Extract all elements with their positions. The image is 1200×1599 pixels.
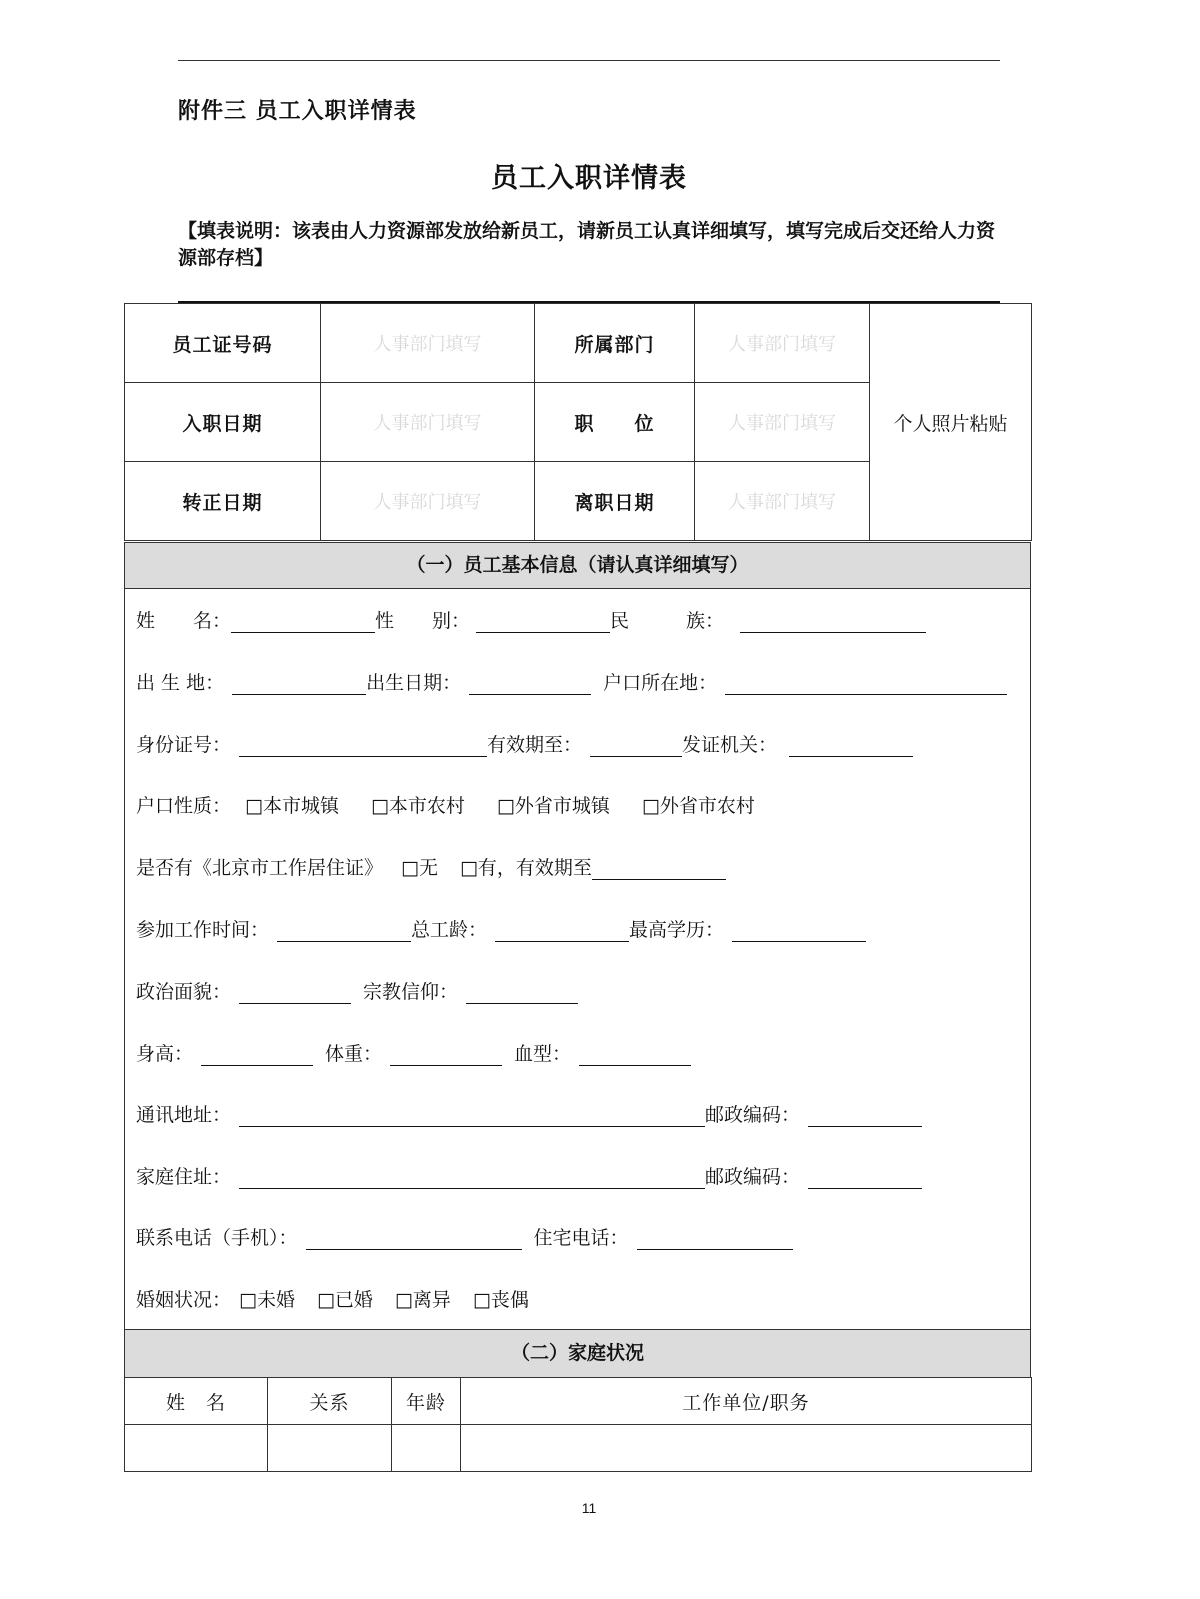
field-join-date[interactable]: 人事部门填写 (321, 383, 535, 462)
checkbox-hukou-rural[interactable]: □本市农村 (370, 795, 465, 817)
row-phone (136, 1223, 793, 1250)
family-header-relation: 关系 (268, 1378, 392, 1425)
field-position[interactable]: 人事部门填写 (695, 383, 870, 462)
input-gender[interactable] (476, 612, 610, 633)
row-marital (136, 1285, 529, 1312)
header-rule (178, 60, 1000, 61)
family-header-age: 年龄 (392, 1378, 461, 1425)
label-height: 身高： (136, 1043, 194, 1065)
input-permit-expiry[interactable] (592, 859, 726, 880)
family-cell-age[interactable] (392, 1425, 461, 1472)
family-table (124, 1377, 1032, 1472)
photo-area[interactable]: 个人照片粘贴 (870, 304, 1032, 541)
field-emp-id[interactable]: 人事部门填写 (321, 304, 535, 383)
row-birth (136, 668, 1007, 695)
input-height[interactable] (201, 1045, 313, 1066)
input-issuer[interactable] (789, 736, 913, 757)
label-work-years: 总工龄： (411, 919, 488, 941)
row-body (136, 1039, 691, 1066)
label-id-no: 身份证号： (136, 734, 232, 756)
table-row (125, 1425, 1032, 1472)
input-home-phone[interactable] (637, 1229, 793, 1250)
checkbox-hukou-other-city[interactable]: □外省市城镇 (496, 795, 610, 817)
field-leave-date[interactable]: 人事部门填写 (695, 462, 870, 541)
checkbox-unmarried[interactable]: □未婚 (239, 1289, 295, 1311)
row-mail (136, 1100, 922, 1127)
section-basic-info-title: （一）员工基本信息（请认真详细填写） (124, 542, 1031, 589)
input-name[interactable] (231, 612, 375, 633)
checkbox-permit-yes[interactable]: □有，有效期至 (459, 857, 592, 879)
label-postcode: 邮政编码： (705, 1104, 801, 1126)
input-mobile[interactable] (306, 1229, 522, 1250)
input-postcode-2[interactable] (808, 1168, 922, 1189)
field-dept[interactable]: 人事部门填写 (695, 304, 870, 383)
input-work-start[interactable] (277, 921, 411, 942)
row-political (136, 977, 578, 1004)
label-work-start: 参加工作时间： (136, 919, 270, 941)
page-title: 员工入职详情表 (491, 163, 687, 194)
section-basic-info-body (124, 589, 1031, 1329)
row-permit (136, 853, 726, 880)
field-confirm-date[interactable]: 人事部门填写 (321, 462, 535, 541)
label-birthplace: 出 生 地： (136, 672, 225, 694)
input-id-no[interactable] (239, 736, 487, 757)
row-name (136, 606, 926, 633)
label-position: 职 位 (535, 383, 695, 462)
label-political: 政治面貌： (136, 981, 232, 1003)
family-cell-name[interactable] (125, 1425, 268, 1472)
input-work-years[interactable] (495, 921, 629, 942)
checkbox-widowed[interactable]: □丧偶 (472, 1289, 529, 1311)
row-home (136, 1162, 922, 1189)
input-birthdate[interactable] (469, 674, 591, 695)
label-gender: 性 别： (375, 610, 471, 632)
checkbox-hukou-city[interactable]: □本市城镇 (245, 795, 339, 817)
family-header-employer: 工作单位/职务 (461, 1378, 1032, 1425)
label-hukou-loc: 户口所在地： (603, 672, 718, 694)
label-postcode-2: 邮政编码： (705, 1166, 801, 1188)
label-emp-id: 员工证号码 (125, 304, 321, 383)
appendix-heading: 附件三 员工入职详情表 (178, 98, 417, 124)
input-birthplace[interactable] (232, 674, 366, 695)
row-work (136, 915, 866, 942)
checkbox-divorced[interactable]: □离异 (394, 1289, 451, 1311)
label-blood: 血型： (514, 1043, 572, 1065)
label-join-date: 入职日期 (125, 383, 321, 462)
label-confirm-date: 转正日期 (125, 462, 321, 541)
checkbox-hukou-other-rural[interactable]: □外省市农村 (641, 795, 755, 817)
input-valid-until[interactable] (590, 736, 682, 757)
input-political[interactable] (239, 983, 351, 1004)
input-weight[interactable] (390, 1045, 502, 1066)
label-issuer: 发证机关： (682, 734, 778, 756)
hr-info-table (124, 303, 1032, 541)
family-cell-employer[interactable] (461, 1425, 1032, 1472)
row-id (136, 730, 913, 757)
label-leave-date: 离职日期 (535, 462, 695, 541)
label-mobile: 联系电话（手机）： (136, 1227, 298, 1249)
instruction-text: 【填表说明：该表由人力资源部发放给新员工，请新员工认真详细填写，填写完成后交还给人力资源部存档】 (178, 220, 996, 269)
checkbox-married[interactable]: □已婚 (316, 1289, 373, 1311)
label-permit: 是否有《北京市工作居住证》 (136, 857, 384, 879)
label-hukou-type: 户口性质： (136, 795, 232, 817)
input-hukou-loc[interactable] (725, 674, 1007, 695)
label-valid-until: 有效期至： (487, 734, 583, 756)
checkbox-permit-no[interactable]: □无 (401, 857, 438, 879)
label-ethnic: 民 族： (610, 610, 725, 632)
label-religion: 宗教信仰： (363, 981, 459, 1003)
label-dept: 所属部门 (535, 304, 695, 383)
row-hukou-type (136, 791, 755, 818)
family-cell-relation[interactable] (268, 1425, 392, 1472)
section-family-title: （二）家庭状况 (124, 1329, 1031, 1378)
input-mail-addr[interactable] (239, 1106, 705, 1127)
input-education[interactable] (732, 921, 866, 942)
page-number: 11 (581, 1500, 597, 1516)
family-header-name: 姓 名 (125, 1378, 268, 1425)
label-birthdate: 出生日期： (366, 672, 462, 694)
input-home-addr[interactable] (239, 1168, 705, 1189)
label-home-phone: 住宅电话： (533, 1227, 629, 1249)
label-mail-addr: 通讯地址： (136, 1104, 232, 1126)
label-weight: 体重： (325, 1043, 383, 1065)
label-marital: 婚姻状况： (136, 1289, 232, 1311)
input-religion[interactable] (466, 983, 578, 1004)
input-ethnic[interactable] (740, 612, 926, 633)
label-home-addr: 家庭住址： (136, 1166, 232, 1188)
input-blood[interactable] (579, 1045, 691, 1066)
label-name: 姓 名： (136, 610, 232, 632)
label-education: 最高学历： (629, 919, 725, 941)
input-postcode[interactable] (808, 1106, 922, 1127)
